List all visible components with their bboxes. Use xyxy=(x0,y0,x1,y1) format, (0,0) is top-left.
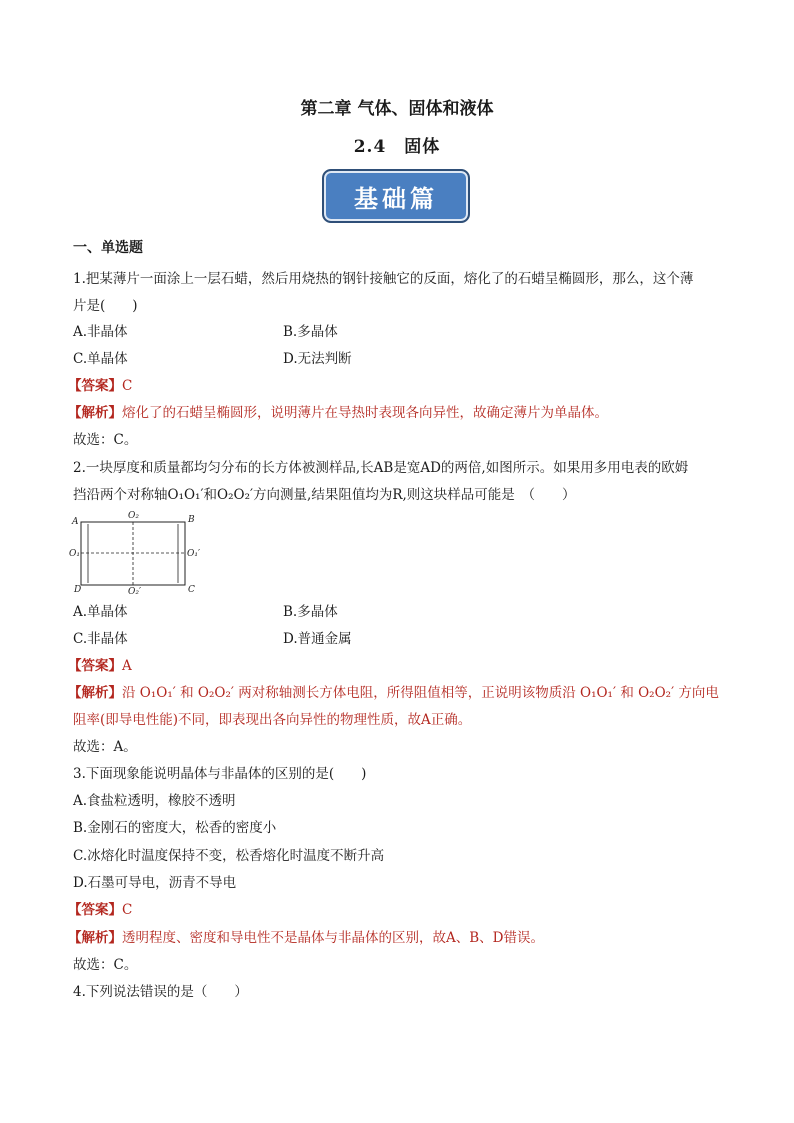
q1-answer xyxy=(68,376,132,396)
q1-options-row1 xyxy=(73,322,338,342)
answer-tag: 【答案】 xyxy=(68,902,122,918)
q2-analysis-text1: 沿 O₁O₁′ 和 O₂O₂′ 两对称轴测长方体电阻，所得阻值相等，正说明该物质沿 O₁O₁′ 和 O₂O₂′ 方向电 xyxy=(122,685,719,701)
label-O1: O₁ xyxy=(69,549,80,559)
q2-analysis-line2: 阻率(即导电性能)不同，即表现出各向异性的物理性质，故A正确。 xyxy=(73,712,472,728)
q1-option-d: D.无法判断 xyxy=(283,351,352,367)
q1-analysis-text: 熔化了的石蜡呈椭圆形，说明薄片在导热时表现各向异性，故确定薄片为单晶体。 xyxy=(122,405,608,421)
q2-option-c: C.非晶体 xyxy=(73,631,128,647)
q3-option-d: D.石墨可导电，沥青不导电 xyxy=(73,875,237,891)
q3-answer xyxy=(68,900,132,920)
q3-option-b: B.金刚石的密度大，松香的密度小 xyxy=(73,820,277,836)
section-title: 一、单选题 xyxy=(73,240,143,256)
label-D: D xyxy=(74,585,82,595)
level-badge: 基础篇 xyxy=(322,169,470,223)
q2-option-b: B.多晶体 xyxy=(283,604,338,620)
label-O2: O₂ xyxy=(128,511,139,521)
q2-choose: 故选：A。 xyxy=(73,739,137,755)
lesson-title: 2.4 固体 xyxy=(353,137,441,157)
q2-stem-line2: 挡沿两个对称轴O₁O₁′和O₂O₂′方向测量,结果阻值均为R,则这块样品可能是 （ ） xyxy=(73,487,576,503)
q2-analysis-line1 xyxy=(68,683,719,703)
chapter-title: 第二章 气体、固体和液体 xyxy=(300,99,494,119)
q2-options-row2 xyxy=(73,629,352,649)
q2-answer-value: A xyxy=(122,658,132,674)
q3-answer-value: C xyxy=(122,902,133,918)
label-O1-prime: O₁′ xyxy=(187,549,201,559)
q2-answer xyxy=(68,656,132,676)
q3-analysis-text: 透明程度、密度和导电性不是晶体与非晶体的区别，故A、B、D错误。 xyxy=(122,930,544,946)
answer-tag: 【答案】 xyxy=(68,378,122,394)
q1-choose: 故选：C。 xyxy=(73,432,138,448)
label-A: A xyxy=(72,517,79,527)
q1-option-b: B.多晶体 xyxy=(283,324,338,340)
answer-tag: 【答案】 xyxy=(68,658,122,674)
label-B: B xyxy=(188,515,195,525)
q3-stem: 3.下面现象能说明晶体与非晶体的区别的是( ) xyxy=(73,766,367,782)
q2-stem-line1: 2.一块厚度和质量都均匀分布的长方体被测样品,长AB是宽AD的两倍,如图所示。如果用多用电表的欧姆 xyxy=(73,460,689,476)
label-O2-prime: O₂′ xyxy=(128,587,142,597)
q2-option-d: D.普通金属 xyxy=(283,631,352,647)
q3-analysis xyxy=(68,928,544,948)
q2-option-a: A.单晶体 xyxy=(73,604,128,620)
q1-stem-line1: 1.把某薄片一面涂上一层石蜡，然后用烧热的钢针接触它的反面，熔化了的石蜡呈椭圆形，那么，这个薄 xyxy=(73,271,694,287)
q2-cuboid-figure xyxy=(68,510,201,597)
label-C: C xyxy=(188,585,195,595)
q1-stem-line2: 片是( ) xyxy=(73,298,138,314)
q3-option-c: C.冰熔化时温度保持不变，松香熔化时温度不断升高 xyxy=(73,848,385,864)
q4-stem: 4.下列说法错误的是（ ） xyxy=(73,984,248,1000)
q1-answer-value: C xyxy=(122,378,133,394)
q1-options-row2 xyxy=(73,349,352,369)
analysis-tag: 【解析】 xyxy=(68,405,122,421)
analysis-tag: 【解析】 xyxy=(68,685,122,701)
q1-analysis xyxy=(68,403,608,423)
analysis-tag: 【解析】 xyxy=(68,930,122,946)
q3-option-a: A.食盐粒透明，橡胶不透明 xyxy=(73,793,236,809)
q3-choose: 故选：C。 xyxy=(73,957,138,973)
q2-options-row1 xyxy=(73,602,338,622)
q1-option-c: C.单晶体 xyxy=(73,351,128,367)
q1-option-a: A.非晶体 xyxy=(73,324,128,340)
